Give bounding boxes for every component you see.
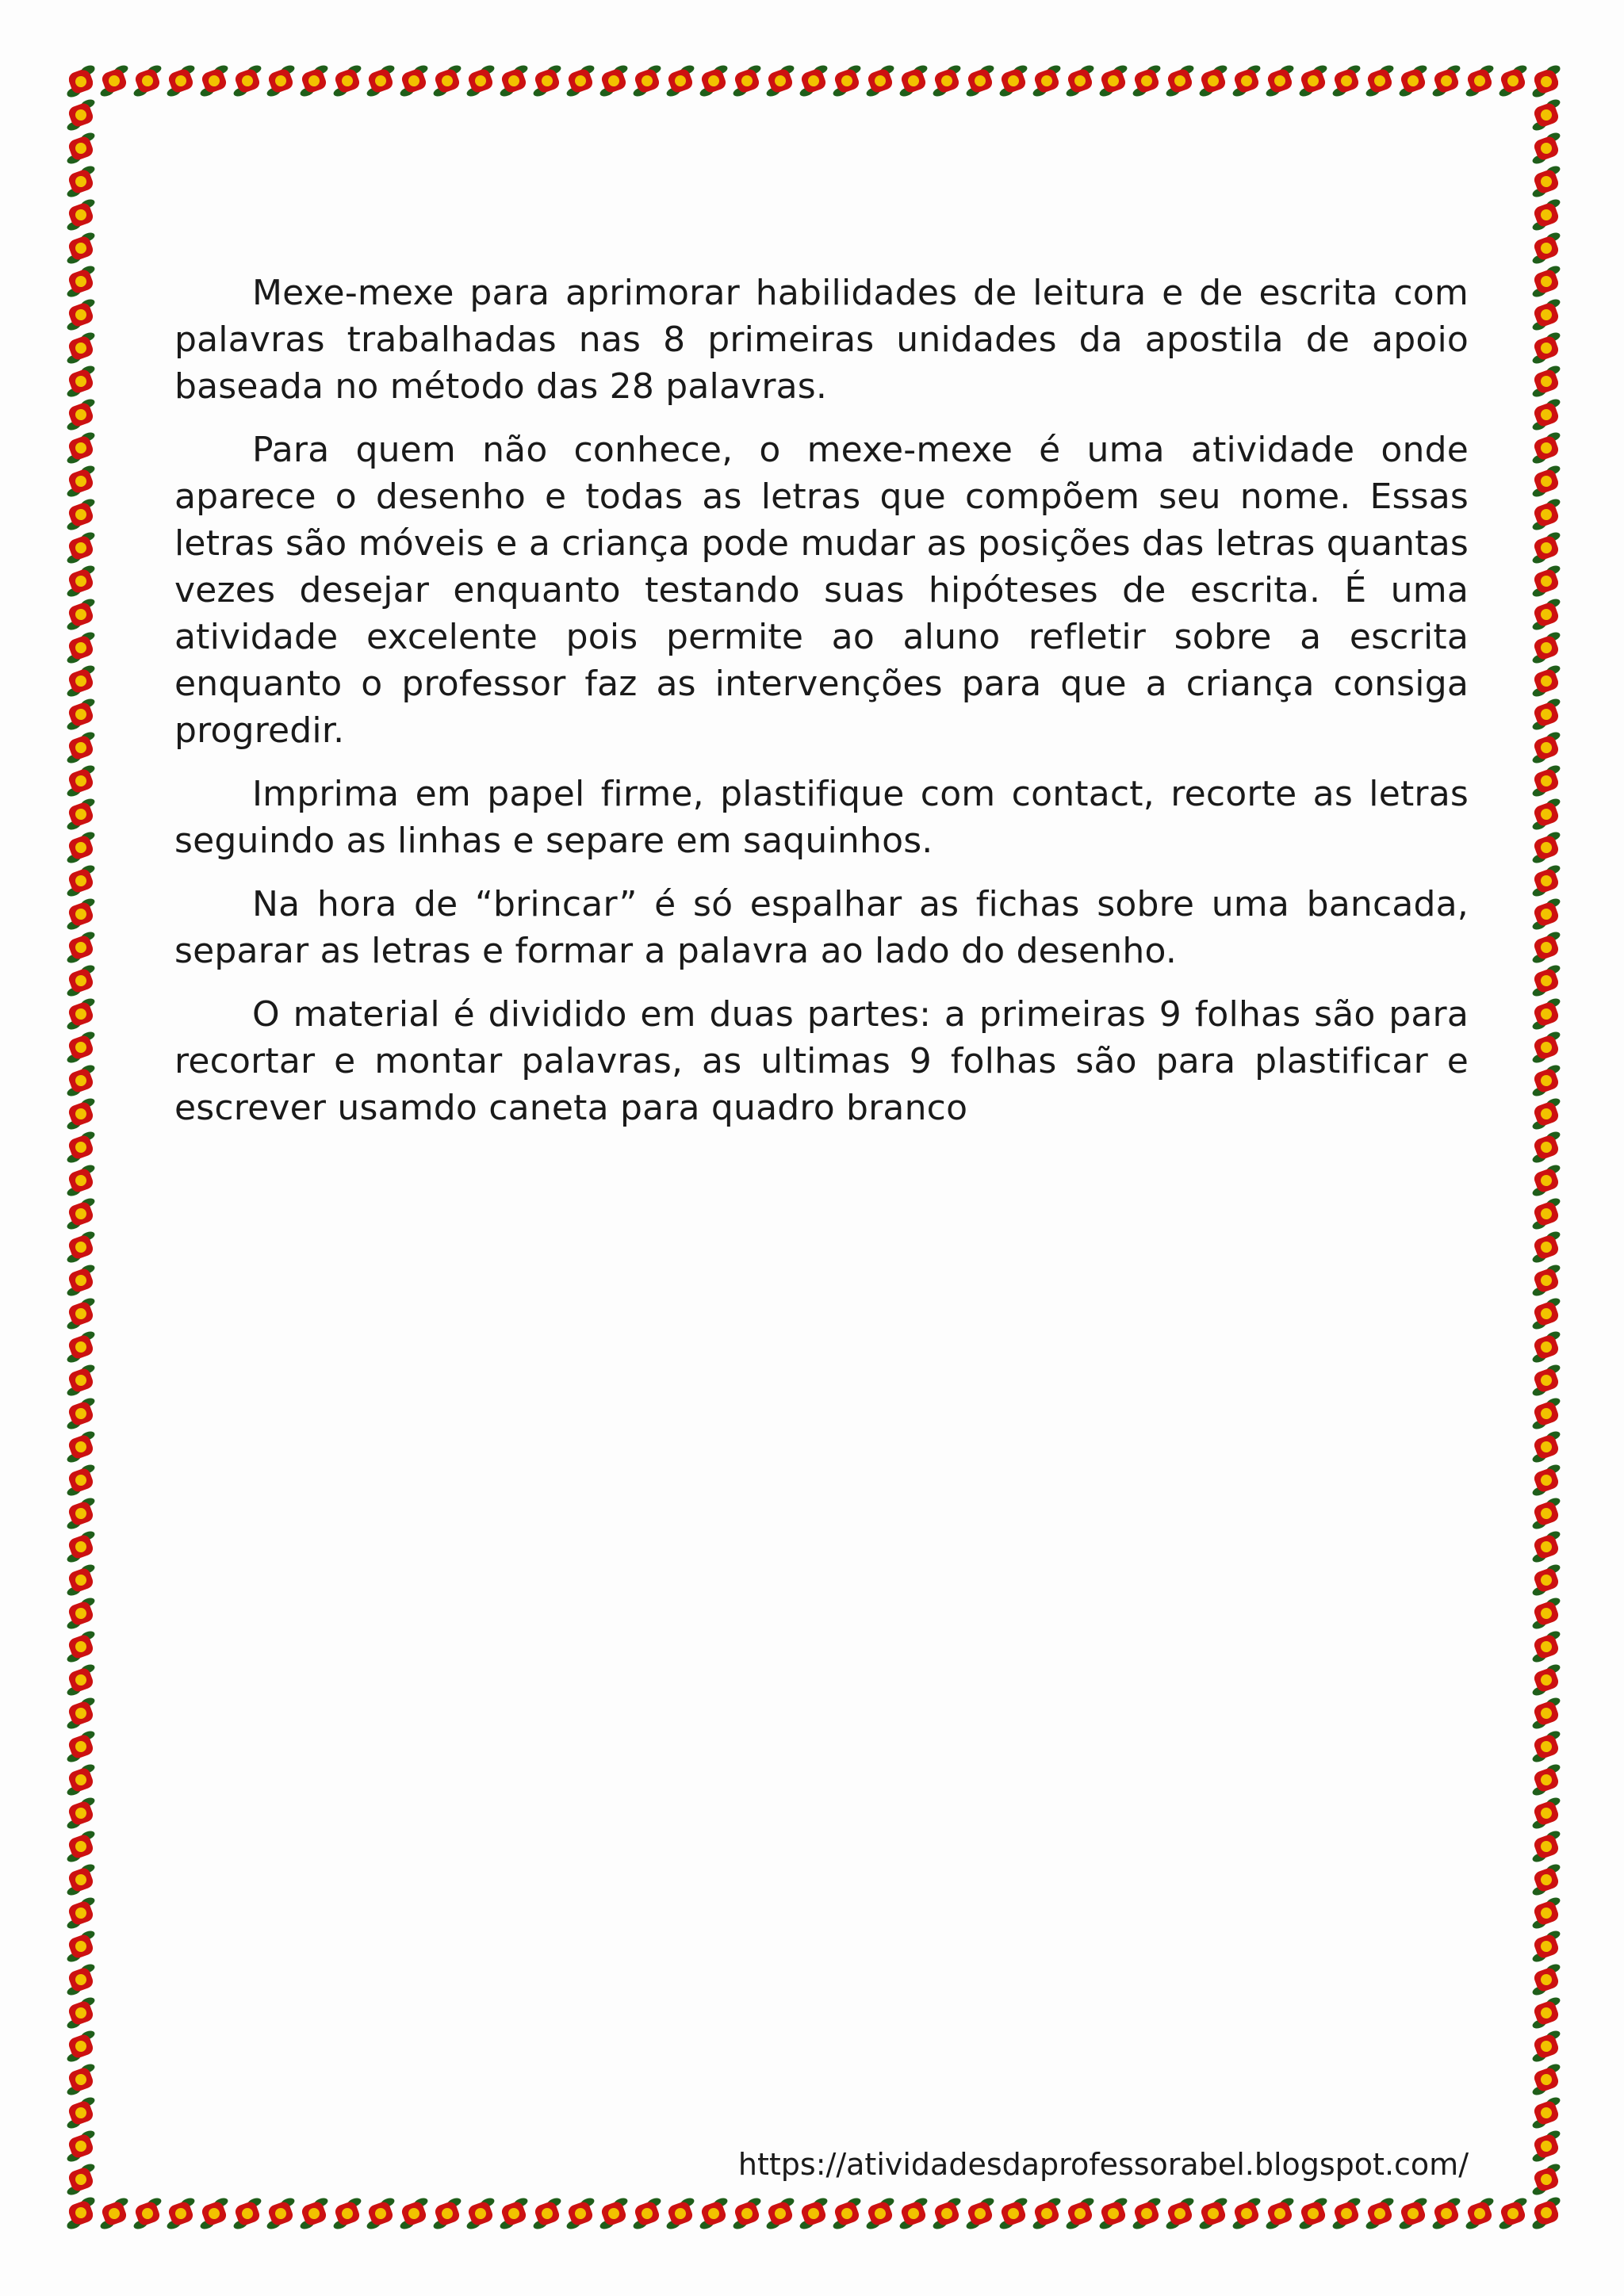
red-flower-icon <box>1529 1962 1564 1996</box>
red-flower-icon <box>63 1230 98 1264</box>
red-flower-icon <box>63 1496 98 1530</box>
red-flower-icon <box>63 1196 98 1230</box>
red-flower-icon <box>63 1663 98 1697</box>
red-flower-icon <box>63 597 98 631</box>
red-flower-icon <box>63 797 98 831</box>
red-flower-icon <box>393 63 435 98</box>
red-flower-icon <box>1529 2062 1564 2096</box>
red-flower-icon <box>893 63 934 98</box>
red-flower-icon <box>1529 1529 1564 1563</box>
red-flower-icon <box>160 2196 201 2230</box>
red-flower-icon <box>63 1296 98 1330</box>
red-flower-icon <box>959 63 1001 98</box>
red-flower-icon <box>1529 1596 1564 1630</box>
red-flower-icon <box>63 1929 98 1963</box>
red-flower-icon <box>160 63 201 98</box>
red-flower-icon <box>1359 2196 1400 2230</box>
red-flower-icon <box>1529 364 1564 398</box>
red-flower-icon <box>1529 797 1564 831</box>
red-flower-icon <box>660 2196 701 2230</box>
red-flower-icon <box>1529 997 1564 1031</box>
red-flower-icon <box>63 1130 98 1164</box>
red-flower-icon <box>1529 664 1564 698</box>
red-flower-icon <box>1529 131 1564 165</box>
red-flower-icon <box>1159 2196 1201 2230</box>
red-flower-icon <box>1159 63 1201 98</box>
red-flower-icon <box>1529 1196 1564 1230</box>
red-flower-icon <box>560 63 601 98</box>
red-flower-icon <box>63 1629 98 1663</box>
flower-border-bottom <box>63 2196 1564 2231</box>
red-flower-icon <box>860 2196 901 2230</box>
red-flower-icon <box>227 2196 268 2230</box>
red-flower-icon <box>860 63 901 98</box>
red-flower-icon <box>63 1063 98 1097</box>
red-flower-icon <box>63 2162 98 2196</box>
red-flower-icon <box>63 1563 98 1597</box>
red-flower-icon <box>327 63 368 98</box>
red-flower-icon <box>127 2196 168 2230</box>
red-flower-icon <box>1529 231 1564 265</box>
red-flower-icon <box>1529 1896 1564 1930</box>
red-flower-icon <box>63 264 98 298</box>
red-flower-icon <box>63 564 98 598</box>
flower-border-top <box>63 63 1564 98</box>
red-flower-icon <box>1529 98 1564 132</box>
red-flower-icon <box>726 63 768 98</box>
red-flower-icon <box>63 2195 98 2229</box>
red-flower-icon <box>1529 1862 1564 1896</box>
red-flower-icon <box>63 1463 98 1497</box>
red-flower-icon <box>63 1762 98 1797</box>
red-flower-icon <box>63 1962 98 1996</box>
red-flower-icon <box>63 1263 98 1297</box>
paragraph-explanation: Para quem não conhece, o mexe-mexe é uma atividade onde aparece o desenho e todas as letras que compõem seu nome. Essas letras são móveis e a criança pode mudar as posições das letras quantas vezes desejar enquanto testando suas hipóteses de escrita. É uma atividade excelente pois permite ao aluno refletir sobre a escrita enquanto o professor faz as intervenções para que a criança consiga progredir. <box>174 430 1469 751</box>
red-flower-icon <box>1193 2196 1234 2230</box>
red-flower-icon <box>1529 164 1564 198</box>
red-flower-icon <box>327 2196 368 2230</box>
red-flower-icon <box>1529 1263 1564 1297</box>
red-flower-icon <box>63 1729 98 1763</box>
red-flower-icon <box>63 930 98 964</box>
red-flower-icon <box>1529 1163 1564 1197</box>
red-flower-icon <box>360 63 401 98</box>
red-flower-icon <box>993 2196 1034 2230</box>
red-flower-icon <box>1126 63 1167 98</box>
red-flower-icon <box>1529 530 1564 564</box>
red-flower-icon <box>1529 1130 1564 1164</box>
red-flower-icon <box>63 997 98 1031</box>
red-flower-icon <box>1426 63 1467 98</box>
paragraph-print-instructions: Imprima em papel firme, plastifique com contact, recorte as letras seguindo as linhas e separe em saquinhos. <box>174 774 1469 861</box>
red-flower-icon <box>1529 1096 1564 1131</box>
red-flower-icon <box>63 1829 98 1863</box>
red-flower-icon <box>293 63 335 98</box>
red-flower-icon <box>1529 1563 1564 1597</box>
red-flower-icon <box>1529 264 1564 298</box>
red-flower-icon <box>63 1429 98 1464</box>
red-flower-icon <box>1529 2029 1564 2063</box>
document-body <box>174 270 1469 1148</box>
red-flower-icon <box>63 397 98 431</box>
red-flower-icon <box>1529 2195 1564 2229</box>
red-flower-icon <box>1529 1829 1564 1863</box>
red-flower-icon <box>94 63 135 98</box>
red-flower-icon <box>1529 197 1564 232</box>
red-flower-icon <box>1529 464 1564 498</box>
red-flower-icon <box>63 897 98 931</box>
red-flower-icon <box>63 1030 98 1064</box>
red-flower-icon <box>360 2196 401 2230</box>
red-flower-icon <box>193 63 235 98</box>
red-flower-icon <box>1529 630 1564 664</box>
red-flower-icon <box>63 730 98 764</box>
red-flower-icon <box>1529 763 1564 798</box>
red-flower-icon <box>1529 1396 1564 1430</box>
red-flower-icon <box>1529 1729 1564 1763</box>
red-flower-icon <box>1026 63 1067 98</box>
red-flower-icon <box>593 63 634 98</box>
red-flower-icon <box>127 63 168 98</box>
red-flower-icon <box>193 2196 235 2230</box>
red-flower-icon <box>460 63 501 98</box>
red-flower-icon <box>893 2196 934 2230</box>
red-flower-icon <box>63 1396 98 1430</box>
red-flower-icon <box>460 2196 501 2230</box>
red-flower-icon <box>726 2196 768 2230</box>
red-flower-icon <box>793 63 834 98</box>
red-flower-icon <box>1529 1463 1564 1497</box>
red-flower-icon <box>1529 1429 1564 1464</box>
red-flower-icon <box>1529 1762 1564 1797</box>
red-flower-icon <box>1259 63 1300 98</box>
red-flower-icon <box>63 231 98 265</box>
red-flower-icon <box>1529 497 1564 531</box>
red-flower-icon <box>1529 697 1564 731</box>
red-flower-icon <box>1529 564 1564 598</box>
red-flower-icon <box>593 2196 634 2230</box>
blog-url: https://atividadesdaprofessorabel.blogspot.com/ <box>737 2147 1469 2182</box>
red-flower-icon <box>63 1596 98 1630</box>
red-flower-icon <box>63 2095 98 2130</box>
red-flower-icon <box>1426 2196 1467 2230</box>
red-flower-icon <box>1529 1330 1564 1364</box>
red-flower-icon <box>626 63 668 98</box>
red-flower-icon <box>1529 297 1564 331</box>
red-flower-icon <box>63 697 98 731</box>
red-flower-icon <box>63 863 98 897</box>
red-flower-icon <box>1193 63 1234 98</box>
red-flower-icon <box>63 1330 98 1364</box>
red-flower-icon <box>63 464 98 498</box>
red-flower-icon <box>63 1529 98 1563</box>
red-flower-icon <box>63 98 98 132</box>
red-flower-icon <box>959 2196 1001 2230</box>
red-flower-icon <box>760 63 801 98</box>
red-flower-icon <box>63 1796 98 1830</box>
red-flower-icon <box>1529 2129 1564 2163</box>
flower-border-left-icon <box>63 63 98 2231</box>
red-flower-icon <box>63 530 98 564</box>
red-flower-icon <box>63 1896 98 1930</box>
paragraph-intro: Mexe-mexe para aprimorar habilidades de leitura e de escrita com palavras trabalhadas nas 8 primeiras unidades da apostila de apoio baseada no método das 28 palavras. <box>174 273 1469 407</box>
red-flower-icon <box>1529 1496 1564 1530</box>
red-flower-icon <box>1529 597 1564 631</box>
red-flower-icon <box>227 63 268 98</box>
red-flower-icon <box>660 63 701 98</box>
red-flower-icon <box>1529 730 1564 764</box>
red-flower-icon <box>760 2196 801 2230</box>
red-flower-icon <box>63 963 98 997</box>
red-flower-icon <box>1259 2196 1300 2230</box>
flower-border-top-icon <box>63 63 1564 98</box>
red-flower-icon <box>926 2196 967 2230</box>
red-flower-icon <box>1459 2196 1500 2230</box>
red-flower-icon <box>63 364 98 398</box>
red-flower-icon <box>1529 1363 1564 1397</box>
red-flower-icon <box>560 2196 601 2230</box>
red-flower-icon <box>260 2196 301 2230</box>
red-flower-icon <box>63 1996 98 2030</box>
red-flower-icon <box>63 1363 98 1397</box>
red-flower-icon <box>793 2196 834 2230</box>
red-flower-icon <box>1093 2196 1134 2230</box>
red-flower-icon <box>1529 1063 1564 1097</box>
red-flower-icon <box>626 2196 668 2230</box>
red-flower-icon <box>1529 1929 1564 1963</box>
red-flower-icon <box>63 830 98 864</box>
red-flower-icon <box>926 63 967 98</box>
red-flower-icon <box>1529 331 1564 365</box>
red-flower-icon <box>63 2129 98 2163</box>
red-flower-icon <box>1529 1629 1564 1663</box>
red-flower-icon <box>1226 2196 1267 2230</box>
red-flower-icon <box>63 1096 98 1131</box>
red-flower-icon <box>1529 2162 1564 2196</box>
paragraph-play-instructions: Na hora de “brincar” é só espalhar as fichas sobre uma bancada, separar as letras e formar a palavra ao lado do desenho. <box>174 884 1469 971</box>
red-flower-icon <box>1529 1663 1564 1697</box>
red-flower-icon <box>1459 63 1500 98</box>
red-flower-icon <box>63 297 98 331</box>
red-flower-icon <box>1529 863 1564 897</box>
red-flower-icon <box>1392 2196 1434 2230</box>
red-flower-icon <box>63 630 98 664</box>
red-flower-icon <box>63 1163 98 1197</box>
red-flower-icon <box>63 64 98 98</box>
red-flower-icon <box>1326 2196 1367 2230</box>
red-flower-icon <box>993 63 1034 98</box>
red-flower-icon <box>1529 1696 1564 1730</box>
red-flower-icon <box>1529 2095 1564 2130</box>
red-flower-icon <box>1529 1030 1564 1064</box>
red-flower-icon <box>63 2029 98 2063</box>
red-flower-icon <box>826 63 868 98</box>
red-flower-icon <box>1359 63 1400 98</box>
red-flower-icon <box>1529 430 1564 465</box>
red-flower-icon <box>527 63 568 98</box>
red-flower-icon <box>1529 1230 1564 1264</box>
red-flower-icon <box>527 2196 568 2230</box>
red-flower-icon <box>1529 1796 1564 1830</box>
red-flower-icon <box>693 2196 734 2230</box>
red-flower-icon <box>1529 1996 1564 2030</box>
red-flower-icon <box>63 763 98 798</box>
red-flower-icon <box>1026 2196 1067 2230</box>
red-flower-icon <box>1126 2196 1167 2230</box>
red-flower-icon <box>1392 63 1434 98</box>
red-flower-icon <box>1529 64 1564 98</box>
red-flower-icon <box>1059 63 1101 98</box>
flower-border-bottom-icon <box>63 2196 1564 2231</box>
red-flower-icon <box>63 430 98 465</box>
red-flower-icon <box>260 63 301 98</box>
red-flower-icon <box>1529 1296 1564 1330</box>
red-flower-icon <box>493 63 534 98</box>
red-flower-icon <box>1529 963 1564 997</box>
red-flower-icon <box>63 664 98 698</box>
red-flower-icon <box>693 63 734 98</box>
red-flower-icon <box>63 164 98 198</box>
red-flower-icon <box>63 1862 98 1896</box>
red-flower-icon <box>63 197 98 232</box>
red-flower-icon <box>1529 930 1564 964</box>
red-flower-icon <box>427 2196 468 2230</box>
red-flower-icon <box>63 331 98 365</box>
red-flower-icon <box>1492 63 1534 98</box>
red-flower-icon <box>393 2196 435 2230</box>
red-flower-icon <box>1093 63 1134 98</box>
red-flower-icon <box>1492 2196 1534 2230</box>
red-flower-icon <box>63 2062 98 2096</box>
red-flower-icon <box>63 1696 98 1730</box>
red-flower-icon <box>1529 397 1564 431</box>
red-flower-icon <box>94 2196 135 2230</box>
red-flower-icon <box>826 2196 868 2230</box>
red-flower-icon <box>293 2196 335 2230</box>
flower-border-left <box>63 63 98 2231</box>
red-flower-icon <box>63 497 98 531</box>
paragraph-material-parts: O material é dividido em duas partes: a primeiras 9 folhas são para recortar e montar palavras, as ultimas 9 folhas são para plastificar e escrever usamdo caneta para quadro branco <box>174 994 1469 1128</box>
flower-border-right <box>1529 63 1564 2231</box>
red-flower-icon <box>1293 63 1334 98</box>
red-flower-icon <box>427 63 468 98</box>
red-flower-icon <box>1529 830 1564 864</box>
red-flower-icon <box>1326 63 1367 98</box>
flower-border-right-icon <box>1529 63 1564 2231</box>
red-flower-icon <box>1529 897 1564 931</box>
red-flower-icon <box>1293 2196 1334 2230</box>
red-flower-icon <box>63 131 98 165</box>
red-flower-icon <box>1059 2196 1101 2230</box>
red-flower-icon <box>1226 63 1267 98</box>
red-flower-icon <box>493 2196 534 2230</box>
